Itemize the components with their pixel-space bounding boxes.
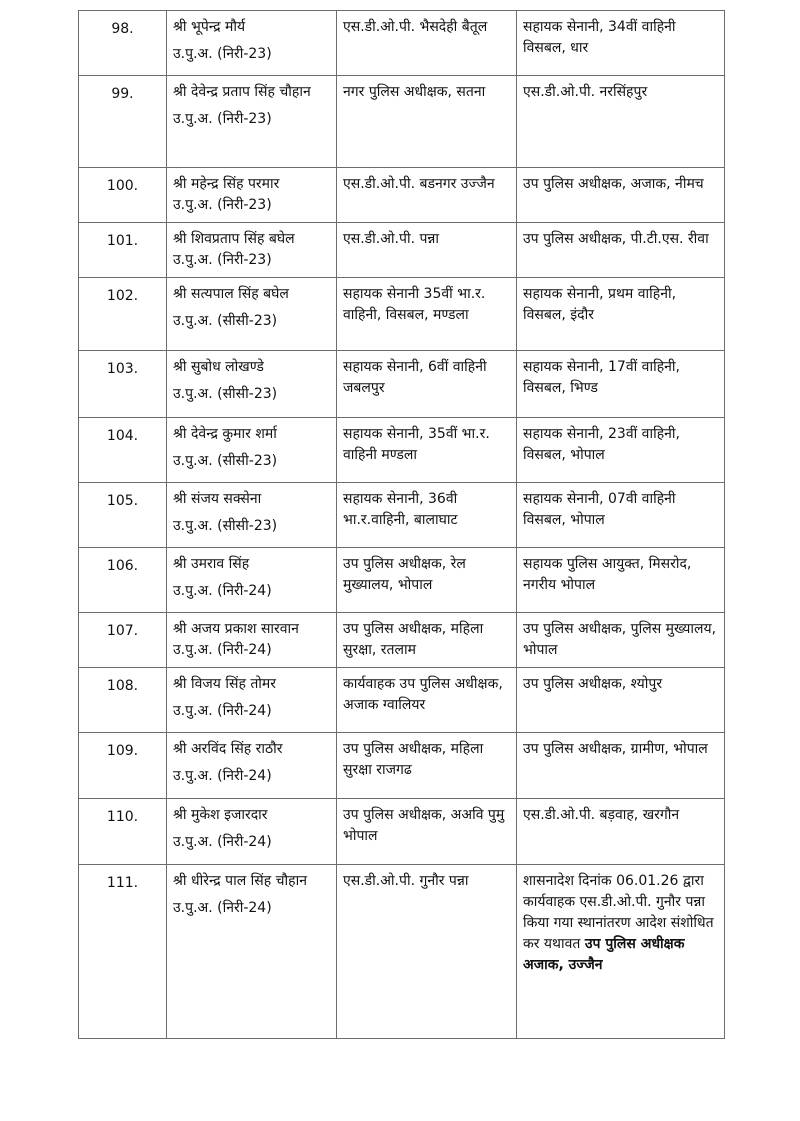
officer-rank: उ.पु.अ. (निरी-24) — [173, 642, 272, 658]
new-posting: सहायक सेनानी, 17वीं वाहिनी, विसबल, भिण्ड — [517, 351, 725, 418]
serial-number: 108. — [79, 668, 167, 733]
officer-rank: उ.पु.अ. (निरी-24) — [173, 834, 272, 850]
current-posting: एस.डी.ओ.पी. गुनौर पन्ना — [337, 865, 517, 1039]
officer-cell — [167, 548, 337, 613]
officer-rank: उ.पु.अ. (सीसी-23) — [173, 518, 278, 534]
new-posting: सहायक सेनानी, 34वीं वाहिनी विसबल, धार — [517, 11, 725, 76]
officer-rank: उ.पु.अ. (निरी-23) — [173, 252, 272, 268]
table-row — [79, 668, 725, 733]
officer-name: श्री संजय सक्सेना — [173, 491, 262, 507]
officer-rank: उ.पु.अ. (निरी-24) — [173, 768, 272, 784]
current-posting: सहायक सेनानी, 6वीं वाहिनी जबलपुर — [337, 351, 517, 418]
officer-cell — [167, 168, 337, 223]
officer-cell — [167, 668, 337, 733]
officer-rank: उ.पु.अ. (निरी-24) — [173, 583, 272, 599]
officer-rank: उ.पु.अ. (सीसी-23) — [173, 453, 278, 469]
new-posting: एस.डी.ओ.पी. नरसिंहपुर — [517, 76, 725, 168]
current-posting: उप पुलिस अधीक्षक, महिला सुरक्षा राजगढ — [337, 733, 517, 799]
new-posting: सहायक सेनानी, प्रथम वाहिनी, विसबल, इंदौर — [517, 278, 725, 351]
officer-cell — [167, 799, 337, 865]
serial-number: 106. — [79, 548, 167, 613]
table-row — [79, 168, 725, 223]
current-posting: एस.डी.ओ.पी. बडनगर उज्जैन — [337, 168, 517, 223]
officer-rank: उ.पु.अ. (निरी-23) — [173, 197, 272, 213]
current-posting: एस.डी.ओ.पी. पन्ना — [337, 223, 517, 278]
current-posting: नगर पुलिस अधीक्षक, सतना — [337, 76, 517, 168]
current-posting: सहायक सेनानी, 36वी भा.र.वाहिनी, बालाघाट — [337, 483, 517, 548]
table-row — [79, 223, 725, 278]
officer-cell — [167, 418, 337, 483]
current-posting: सहायक सेनानी 35वीं भा.र. वाहिनी, विसबल, मण्डला — [337, 278, 517, 351]
officer-cell — [167, 733, 337, 799]
officer-cell — [167, 865, 337, 1039]
officer-cell — [167, 11, 337, 76]
current-posting: एस.डी.ओ.पी. भैसदेही बैतूल — [337, 11, 517, 76]
serial-number: 102. — [79, 278, 167, 351]
new-posting: सहायक सेनानी, 07वी वाहिनी विसबल, भोपाल — [517, 483, 725, 548]
retained-posting: उप पुलिस अधीक्षक अजाक, उज्जैन — [523, 936, 685, 973]
officer-cell — [167, 76, 337, 168]
new-posting: उप पुलिस अधीक्षक, अजाक, नीमच — [517, 168, 725, 223]
new-posting — [517, 865, 725, 1039]
officer-cell — [167, 613, 337, 668]
officer-name: श्री भूपेन्द्र मौर्य — [173, 19, 246, 35]
officer-name: श्री देवेन्द्र कुमार शर्मा — [173, 426, 277, 442]
new-posting: उप पुलिस अधीक्षक, ग्रामीण, भोपाल — [517, 733, 725, 799]
table-row — [79, 76, 725, 168]
officer-rank: उ.पु.अ. (निरी-24) — [173, 900, 272, 916]
officer-name: श्री अजय प्रकाश सारवान — [173, 621, 299, 637]
officer-cell — [167, 278, 337, 351]
current-posting: कार्यवाहक उप पुलिस अधीक्षक, अजाक ग्वालियर — [337, 668, 517, 733]
officer-name: श्री शिवप्रताप सिंह बघेल — [173, 231, 295, 247]
table-row — [79, 613, 725, 668]
officer-name: श्री देवेन्द्र प्रताप सिंह चौहान — [173, 84, 311, 100]
new-posting: एस.डी.ओ.पी. बड़वाह, खरगौन — [517, 799, 725, 865]
serial-number: 101. — [79, 223, 167, 278]
new-posting: उप पुलिस अधीक्षक, श्योपुर — [517, 668, 725, 733]
order-modification-note: शासनादेश दिनांक 06.01.26 द्वारा कार्यवाहक एस.डी.ओ.पी. गुनौर पन्ना किया गया स्थानांतरण आदेश संशोधित कर यथावत — [523, 873, 714, 952]
current-posting: उप पुलिस अधीक्षक, रेल मुख्यालय, भोपाल — [337, 548, 517, 613]
table-row — [79, 548, 725, 613]
serial-number: 104. — [79, 418, 167, 483]
table-row — [79, 733, 725, 799]
table-row — [79, 483, 725, 548]
officer-rank: उ.पु.अ. (सीसी-23) — [173, 386, 278, 402]
current-posting: उप पुलिस अधीक्षक, अअवि पुमु भोपाल — [337, 799, 517, 865]
officer-name: श्री विजय सिंह तोमर — [173, 676, 277, 692]
serial-number: 109. — [79, 733, 167, 799]
current-posting: सहायक सेनानी, 35वीं भा.र. वाहिनी मण्डला — [337, 418, 517, 483]
officer-rank: उ.पु.अ. (निरी-23) — [173, 46, 272, 62]
new-posting: सहायक सेनानी, 23वीं वाहिनी, विसबल, भोपाल — [517, 418, 725, 483]
serial-number: 103. — [79, 351, 167, 418]
officer-cell — [167, 483, 337, 548]
current-posting: उप पुलिस अधीक्षक, महिला सुरक्षा, रतलाम — [337, 613, 517, 668]
new-posting: उप पुलिस अधीक्षक, पुलिस मुख्यालय, भोपाल — [517, 613, 725, 668]
officer-rank: उ.पु.अ. (सीसी-23) — [173, 313, 278, 329]
table-row — [79, 418, 725, 483]
serial-number: 110. — [79, 799, 167, 865]
new-posting: सहायक पुलिस आयुक्त, मिसरोद, नगरीय भोपाल — [517, 548, 725, 613]
officer-name: श्री सुबोध लोखण्डे — [173, 359, 264, 375]
serial-number: 98. — [79, 11, 167, 76]
officer-name: श्री मुकेश इजारदार — [173, 807, 268, 823]
serial-number: 105. — [79, 483, 167, 548]
officer-name: श्री उमराव सिंह — [173, 556, 250, 572]
table-row — [79, 278, 725, 351]
officer-cell — [167, 223, 337, 278]
table-row — [79, 799, 725, 865]
officer-name: श्री सत्यपाल सिंह बघेल — [173, 286, 289, 302]
officer-name: श्री अरविंद सिंह राठौर — [173, 741, 283, 757]
serial-number: 99. — [79, 76, 167, 168]
officer-cell — [167, 351, 337, 418]
officer-name: श्री महेन्द्र सिंह परमार — [173, 176, 280, 192]
officer-rank: उ.पु.अ. (निरी-23) — [173, 111, 272, 127]
table-row — [79, 351, 725, 418]
serial-number: 111. — [79, 865, 167, 1039]
new-posting: उप पुलिस अधीक्षक, पी.टी.एस. रीवा — [517, 223, 725, 278]
officer-name: श्री धीरेन्द्र पाल सिंह चौहान — [173, 873, 308, 889]
table-row — [79, 11, 725, 76]
transfer-table — [78, 10, 725, 1039]
officer-rank: उ.पु.अ. (निरी-24) — [173, 703, 272, 719]
serial-number: 100. — [79, 168, 167, 223]
table-row — [79, 865, 725, 1039]
serial-number: 107. — [79, 613, 167, 668]
